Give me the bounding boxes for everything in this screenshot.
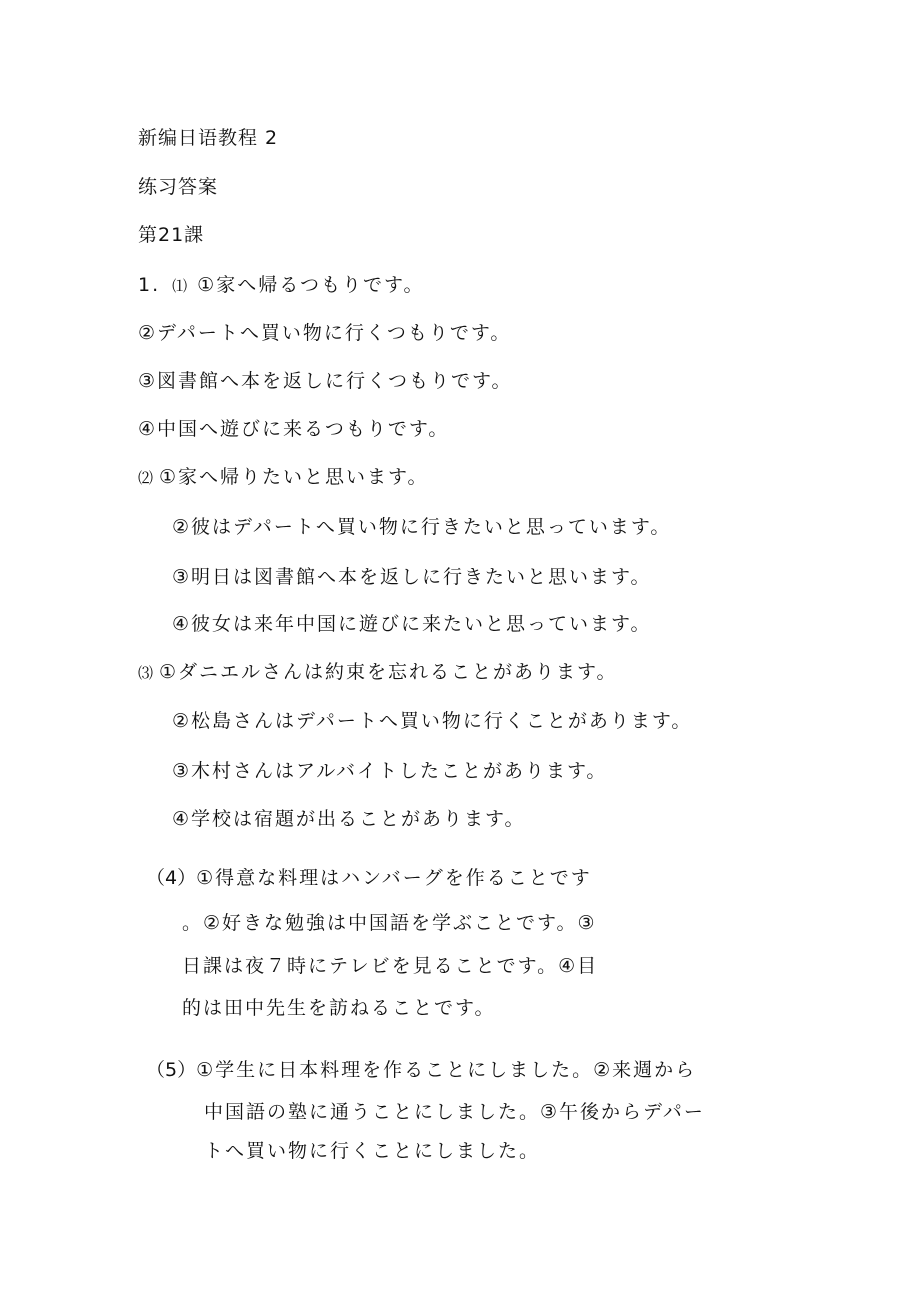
answer-line: ④学校は宿題が出ることがあります。 xyxy=(172,808,526,830)
lesson-heading: 第21課 xyxy=(138,224,205,246)
answer-line: ③図書館へ本を返しに行くつもりです。 xyxy=(138,370,513,392)
answer-text: ①得意な料理はハンバーグを作ることです xyxy=(196,867,592,889)
answer-text: ①ダニエルさんは約束を忘れることがあります。 xyxy=(159,661,618,683)
answer-text: ①家へ帰るつもりです。 xyxy=(197,274,425,296)
exercise-number: 1. xyxy=(138,274,161,296)
answer-line: 。②好きな勉強は中国語を学ぶことです。③ xyxy=(182,912,597,934)
answer-line: 中国語の塾に通うことにしました。③午後からデパー xyxy=(204,1101,705,1123)
answer-line: ③木村さんはアルバイトしたことがあります。 xyxy=(172,760,608,782)
answer-line: 的は田中先生を訪ねることです。 xyxy=(182,997,496,1019)
answer-line xyxy=(146,866,592,890)
part-marker: ⑵ xyxy=(138,469,154,487)
answer-line: ④中国へ遊びに来るつもりです。 xyxy=(138,418,450,440)
answer-text: ①学生に日本料理を作ることにしました。②来週から xyxy=(196,1059,697,1081)
part-marker: ⑴ xyxy=(172,277,188,295)
answer-line xyxy=(146,1058,696,1082)
answer-line: ②彼はデパートへ買い物に行きたいと思っています。 xyxy=(172,516,672,538)
answer-line xyxy=(138,273,424,298)
answer-line: ②松島さんはデパートへ買い物に行くことがあります。 xyxy=(172,710,693,732)
part-marker: （4） xyxy=(146,867,197,889)
answer-line: ②デパートへ買い物に行くつもりです。 xyxy=(138,322,512,344)
answer-line: トへ買い物に行くことにしました。 xyxy=(204,1140,541,1162)
answer-text: ①家へ帰りたいと思います。 xyxy=(159,466,429,488)
document-subtitle: 练习答案 xyxy=(138,176,219,198)
document-title: 新编日语教程 2 xyxy=(138,127,279,149)
answer-line xyxy=(138,465,429,490)
part-marker: ⑶ xyxy=(138,664,154,682)
answer-line: 日課は夜７時にテレビを見ることです。④目 xyxy=(182,955,599,977)
answer-line xyxy=(138,660,618,685)
answer-line: ④彼女は来年中国に遊びに来たいと思っています。 xyxy=(172,613,652,635)
answer-line: ③明日は図書館へ本を返しに行きたいと思います。 xyxy=(172,566,652,588)
part-marker: （5） xyxy=(146,1059,197,1081)
